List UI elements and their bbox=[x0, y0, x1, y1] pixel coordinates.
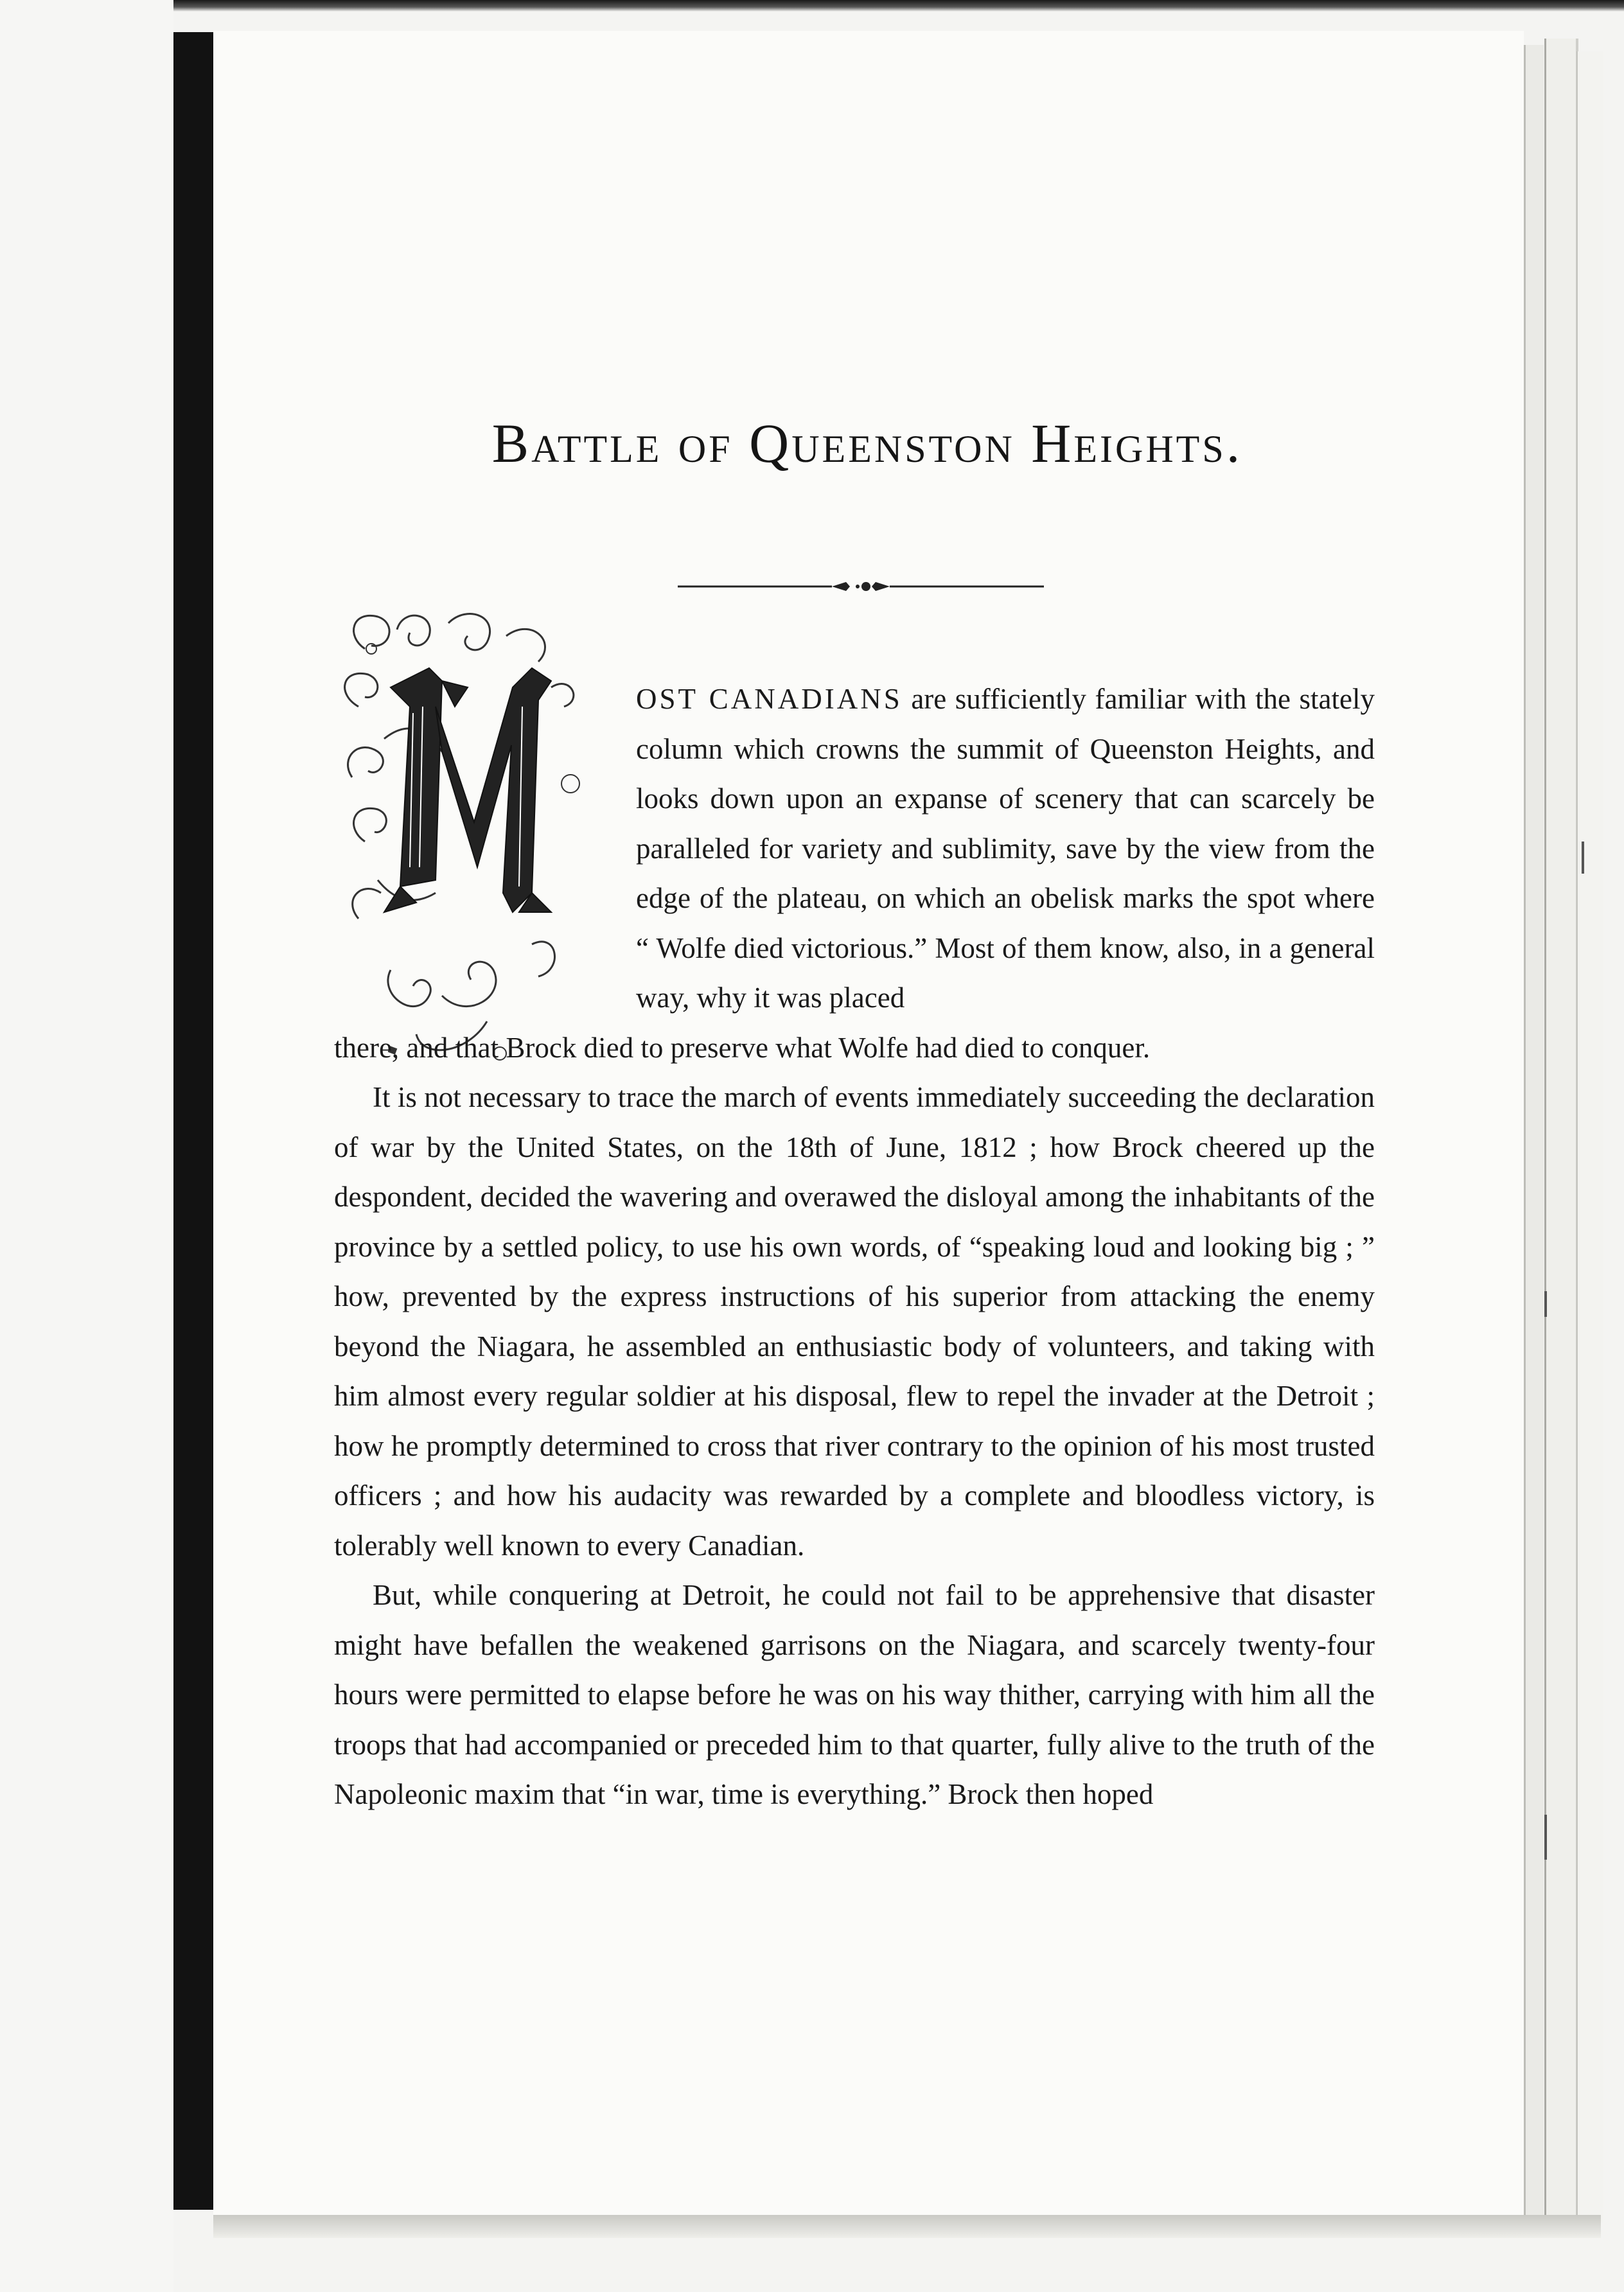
bottom-page-shadow bbox=[213, 2215, 1601, 2238]
ornamental-divider bbox=[678, 578, 1044, 595]
paragraph-3: But, while conquering at Detroit, he could not fail to be apprehensive that disaster might have befallen the weakened garrisons on the Niagara, and scarcely twenty-four hours were permitted to elapse before he was on his way thither, carrying with him all the troops that had accompanied or preceded him to that quarter, fully alive to the truth of the Napoleonic maxim that “in war, time is everything.” Brock then hoped bbox=[334, 1579, 1375, 1810]
paragraph-1-continuation: there, and that Brock died to preserve what Wolfe had died to conquer. bbox=[334, 1031, 1151, 1064]
top-scan-edge bbox=[0, 0, 1624, 12]
page-edge bbox=[1544, 39, 1578, 2235]
book-binding bbox=[173, 32, 213, 2210]
page-edge bbox=[1524, 45, 1544, 2223]
paragraph-2: It is not necessary to trace the march of events immediately succeeding the declaration of war by the United States, on the 18th of June, 1812 ; how Brock cheered up the despondent, decided the wavering and overawed the disloyal among the inhabitants of the province by a settled policy, to use his own words, of “speaking loud and looking big ; ” how, prevented by the express instructions of his superior from attacking the enemy beyond the Niagara, he assembled an enthusiastic body of volunteers, and taking with him almost every regular soldier at his disposal, flew to repel the invader at the Detroit ; how he promptly determined to cross that river contrary to the opinion of his most trusted officers ; and how his audacity was rewarded by a complete and bloodless victory, is tolerably well known to every Canadian. bbox=[334, 1081, 1375, 1562]
article-body bbox=[334, 674, 1375, 1820]
left-page bbox=[0, 0, 173, 2292]
lead-in-text: OST CANADIANS bbox=[636, 683, 903, 715]
paragraph-1-text: are sufficiently familiar with the stately column which crowns the summit of Queenston Heights, and looks down upon an expanse of scenery that can scarcely be paralleled for variety and sublimity, save by the view from the edge of the plateau, on which an obelisk marks the spot where “ Wolfe died victorious.” Most of them know, also, in a general way, why it was placed bbox=[636, 683, 1375, 1014]
page-edge bbox=[1576, 51, 1603, 2223]
paragraph-1-indented bbox=[334, 674, 1375, 1023]
page-title: Battle of Queenston Heights. bbox=[491, 412, 1243, 474]
